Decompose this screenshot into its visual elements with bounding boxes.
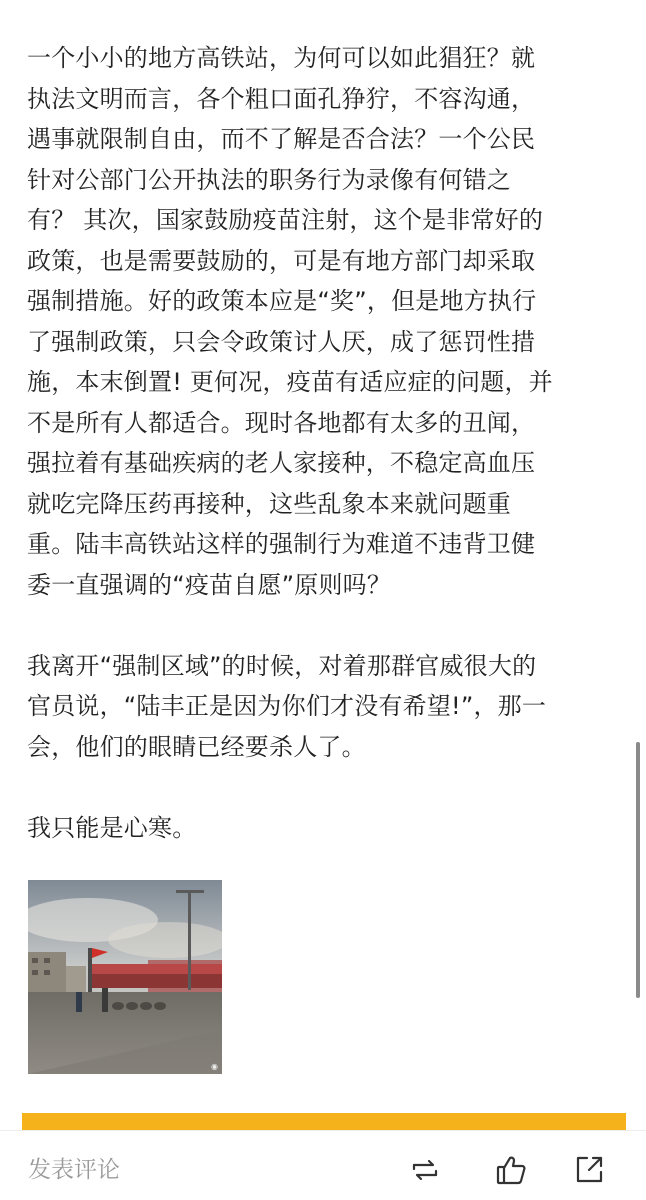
article-line: 委一直强调的“疫苗自愿”原则吗？ [27,570,392,599]
article-photo[interactable] [28,880,222,1074]
paragraph-gap [27,605,621,646]
repost-icon[interactable] [408,1153,442,1187]
paragraph-gap [27,767,621,808]
article-line: 我离开“强制区域”的时候，对着那群官威很大的 [27,651,537,680]
comment-input[interactable]: 发表评论 [28,1157,120,1183]
article-line: 会，他们的眼睛已经要杀人了。 [27,732,366,761]
share-icon[interactable] [572,1153,606,1187]
article-line: 政策，也是需要鼓励的，可是有地方部门却采取 [27,246,536,275]
article-line: 不是所有人都适合。现时各地都有太多的丑闻， [27,408,536,437]
article-line: 遇事就限制自由，而不了解是否合法？一个公民 [27,125,536,153]
bottom-action-bar [0,1130,646,1200]
article-line: 了强制政策，只会令政策讨人厌，成了惩罚性措 [27,327,536,356]
station-photo-illustration [28,880,222,1074]
article-line: 施，本末倒置! 更何况，疫苗有适应症的问题，并 [27,368,553,396]
article-line: 针对公部门公开执法的职务行为录像有何错之 [27,165,511,194]
article-line: 有？ 其次，国家鼓励疫苗注射，这个是非常好的 [27,206,544,234]
article-line: 重。陆丰高铁站这样的强制行为难道不违背卫健 [27,530,536,558]
promo-banner[interactable] [22,1113,626,1130]
article-line: 强制措施。好的政策本应是“奖”，但是地方执行 [27,287,537,315]
like-icon[interactable] [494,1153,528,1187]
article-line: 我只能是心寒。 [27,813,197,842]
article-line: 就吃完降压药再接种，这些乱象本来就问题重 [27,489,511,518]
article-line: 一个小小的地方高铁站，为何可以如此猖狂？就 [27,44,536,72]
article-line: 官员说，“陆丰正是因为你们才没有希望!”，那一 [27,692,547,720]
article-body [27,38,621,848]
article-line: 强拉着有基础疾病的老人家接种，不稳定高血压 [27,449,536,477]
article-line: 执法文明而言，各个粗口面孔狰狞，不容沟通， [27,84,536,113]
watermark-icon: ◉ [211,1062,218,1071]
scrollbar-thumb[interactable] [636,742,640,998]
